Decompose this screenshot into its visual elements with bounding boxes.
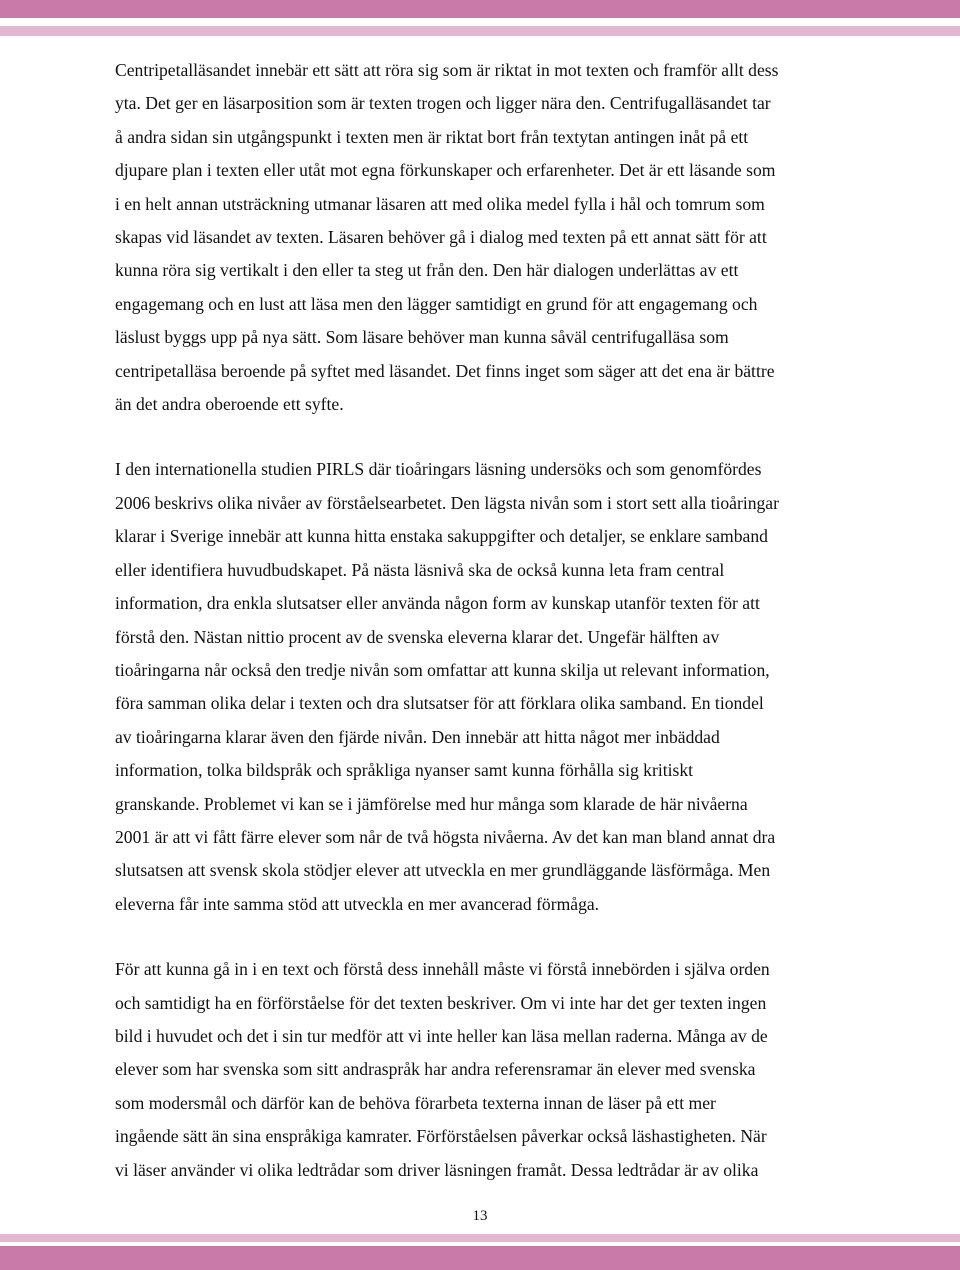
line: engagemang och en lust att läsa men den lägger samtidigt en grund för att engagemang och (115, 293, 758, 314)
line: i en helt annan utsträckning utmanar läsaren att med olika medel fylla i hål och tomrum som (115, 193, 765, 214)
line: skapas vid läsandet av texten. Läsaren behöver gå i dialog med texten på ett annat sätt för att (115, 227, 767, 248)
paragraph-3 (115, 953, 845, 1187)
line: yta. Det ger en läsarposition som är texten trogen och ligger nära den. Centrifugalläsandet tar (115, 93, 771, 114)
line: än det andra oberoende ett syfte. (115, 394, 344, 415)
line: av tioåringarna klarar även den fjärde nivån. Den innebär att hitta något mer inbäddad (115, 726, 720, 747)
header-band-dark (0, 0, 960, 18)
line: läslust byggs upp på nya sätt. Som läsare behöver man kunna såväl centrifugalläsa som (115, 327, 729, 348)
paragraph-2 (115, 453, 845, 921)
line: eleverna får inte samma stöd att utveckla en mer avancerad förmåga. (115, 893, 600, 914)
line: Centripetalläsandet innebär ett sätt att röra sig som är riktat in mot texten och framför allt dess (115, 60, 779, 80)
line: föra samman olika delar i texten och dra slutsatser för att förklara olika samband. En tiondel (115, 693, 764, 714)
line: 2001 är att vi fått färre elever som når de två högsta nivåerna. Av det kan man bland annat dra (115, 826, 776, 847)
line: elever som har svenska som sitt andraspråk har andra referensramar än elever med svenska (115, 1059, 756, 1080)
page-body (115, 54, 845, 1187)
line: vi läser använder vi olika ledtrådar som driver läsningen framåt. Dessa ledtrådar är av olika (115, 1159, 759, 1180)
line: För att kunna gå in i en text och förstå dess innehåll måste vi förstå innebörden i själva orden (115, 959, 770, 980)
header-band-light (0, 26, 960, 36)
line: 2006 beskrivs olika nivåer av förståelsearbetet. Den lägsta nivån som i stort sett alla tioåringar (115, 492, 779, 513)
line: kunna röra sig vertikalt i den eller ta steg ut från den. Den här dialogen underlättas av ett (115, 260, 739, 281)
line: ingående sätt än sina enspråkiga kamrater. Förförståelsen påverkar också läshastigheten. När (115, 1126, 767, 1147)
page-number: 13 (472, 1208, 488, 1224)
line: slutsatsen att svensk skola stödjer elever att utveckla en mer grundläggande läsförmåga. Men (115, 860, 771, 881)
line: djupare plan i texten eller utåt mot egna förkunskaper och erfarenheter. Det är ett läsande som (115, 160, 776, 181)
line: I den internationella studien PIRLS där tioåringars läsning undersöks och som genomfördes (115, 459, 762, 480)
line: tioåringarna når också den tredje nivån som omfattar att kunna skilja ut relevant information, (115, 659, 770, 680)
line: information, dra enkla slutsatser eller använda någon form av kunskap utanför texten för att (115, 593, 760, 614)
line: bild i huvudet och det i sin tur medför att vi inte heller kan läsa mellan raderna. Många av de (115, 1025, 768, 1046)
line: eller identifiera huvudbudskapet. På nästa läsnivå ska de också kunna leta fram central (115, 559, 725, 580)
line: information, tolka bildspråk och språkliga nyanser samt kunna förhålla sig kritiskt (115, 760, 694, 781)
line: granskande. Problemet vi kan se i jämförelse med hur många som klarade de här nivåerna (115, 793, 748, 814)
paragraph-1 (115, 54, 845, 421)
line: klarar i Sverige innebär att kunna hitta enstaka sakuppgifter och detaljer, se enklare samband (115, 526, 768, 547)
line: som modersmål och därför kan de behöva förarbeta texterna innan de läser på ett mer (115, 1092, 716, 1113)
footer-band-dark (0, 1246, 960, 1270)
line: och samtidigt ha en förförståelse för det texten beskriver. Om vi inte har det ger texten ingen (115, 992, 767, 1013)
line: förstå den. Nästan nittio procent av de svenska eleverna klarar det. Ungefär hälften av (115, 626, 720, 647)
footer-band-light (0, 1234, 960, 1242)
line: å andra sidan sin utgångspunkt i texten men är riktat bort från textytan antingen inåt på ett (115, 126, 749, 147)
line: centripetalläsa beroende på syftet med läsandet. Det finns inget som säger att det ena är bättre (115, 360, 775, 381)
